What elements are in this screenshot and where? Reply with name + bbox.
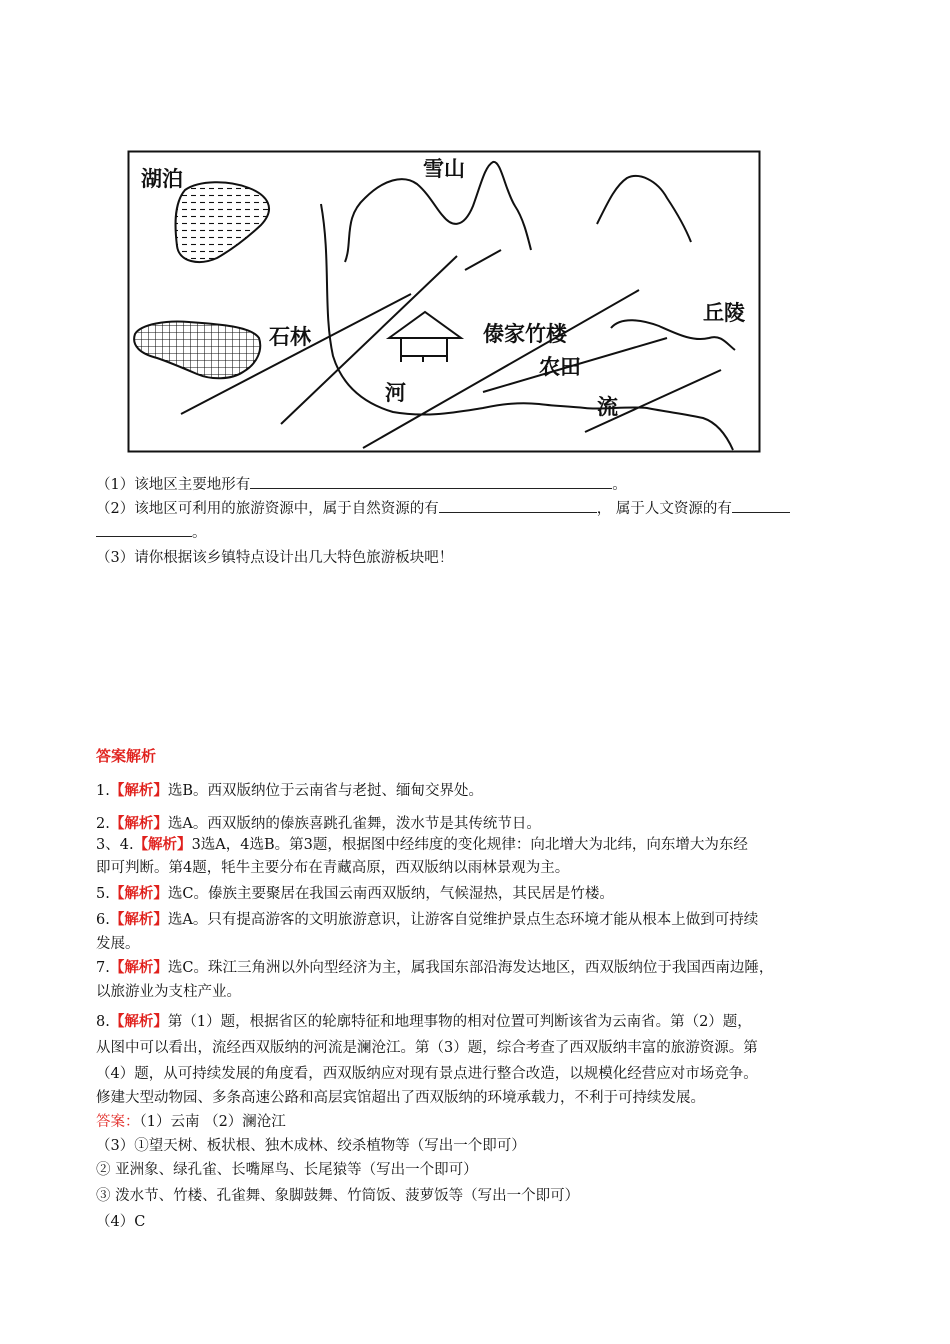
answer-item-3-4: 3、4.【解析】3选A，4选B。第3题，根据图中经纬度的变化规律：向北增大为北纬，向东增大为东经 [96,836,748,853]
answer-item-8-cont-3: 修建大型动物园、多条高速公路和高层宾馆超出了西双版纳的环境承载力，不利于可持续发展。 [96,1090,705,1106]
answer-blank-cultural-resources[interactable] [732,498,790,513]
answer-item-8: 8.【解析】第（1）题，根据省区的轮廓特征和地理事物的相对位置可判断该省为云南省。第（2）题， [96,1013,752,1030]
answer-blank-natural-resources[interactable] [439,498,597,513]
final-answer-line-2: （3）①望天树、板状根、独木成林、绞杀植物等（写出一个即可） [96,1138,526,1154]
answer-item-1: 1.【解析】选B。西双版纳位于云南省与老挝、缅甸交界处。 [96,782,483,799]
answer-blank-terrain[interactable] [250,474,612,489]
label-river-left: 河 [385,381,406,405]
label-stone-forest: 石林 [269,325,311,349]
final-answer-line-3: ② 亚洲象、绿孔雀、长嘴犀鸟、长尾猿等（写出一个即可） [96,1162,478,1178]
question-1: （1）该地区主要地形有 。 [96,474,627,495]
final-answer-line-5: （4）C [96,1214,146,1230]
answer-item-5: 5.【解析】选C。傣族主要聚居在我国云南西双版纳，气候湿热，其民居是竹楼。 [96,885,614,902]
answers-title: 答案解析 [96,747,157,765]
label-snow-mountain: 雪山 [423,157,465,181]
answer-item-8-cont-1: 从图中可以看出，流经西双版纳的河流是澜沧江。第（3）题，综合考查了西双版纳丰富的旅游资源。第 [96,1040,758,1056]
answer-item-6-cont: 发展。 [96,936,140,952]
answer-item-7: 7.【解析】选C。珠江三角洲以外向型经济为主，属我国东部沿海发达地区，西双版纳位于我国西南边陲， [96,959,774,976]
label-lake: 湖泊 [141,167,183,191]
answer-item-2: 2.【解析】选A。西双版纳的傣族喜跳孔雀舞，泼水节是其传统节日。 [96,815,541,832]
question-2: （2）该地区可利用的旅游资源中，属于自然资源的有 ， 属于人文资源的有 [96,498,790,519]
answer-blank-cultural-resources-cont[interactable] [96,522,192,537]
answer-item-7-cont: 以旅游业为支柱产业。 [96,984,241,1000]
final-answer-line-4: ③ 泼水节、竹楼、孔雀舞、象脚鼓舞、竹筒饭、菠萝饭等（写出一个即可） [96,1188,580,1204]
question-3: （3）请你根据该乡镇特点设计出几大特色旅游板块吧！ [96,550,454,566]
label-farmland: 农田 [539,355,581,379]
answer-item-6: 6.【解析】选A。只有提高游客的文明旅游意识，让游客自觉维护景点生态环境才能从根本上做到可持续 [96,911,759,928]
label-dai-bamboo-house: 傣家竹楼 [483,322,567,346]
answer-item-8-cont-2: （4）题，从可持续发展的角度看，西双版纳应对现有景点进行整合改造，以规模化经营应对市场竞争。 [96,1066,758,1082]
final-answer-line-1: 答案：（1）云南 （2）澜沧江 [96,1114,286,1130]
answer-item-3-4-cont: 即可判断。第4题，牦牛主要分布在青藏高原，西双版纳以雨林景观为主。 [96,860,570,876]
question-2-continued: 。 [96,522,207,543]
tourism-map-figure [127,150,761,453]
label-hills: 丘陵 [703,301,745,325]
label-river-right: 流 [597,395,618,419]
